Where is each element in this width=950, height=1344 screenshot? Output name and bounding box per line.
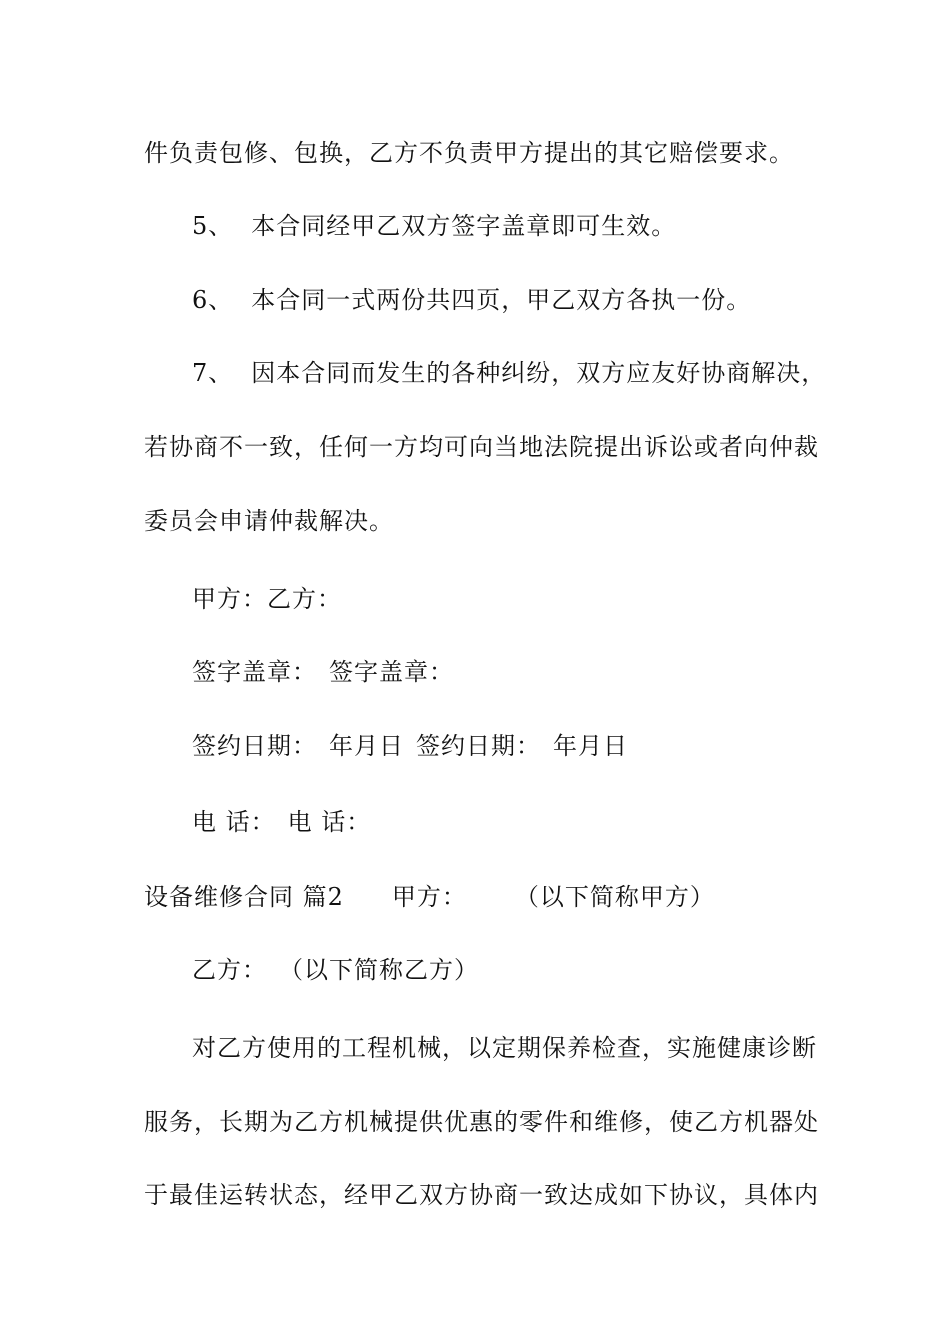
- clause-text: 本合同经甲乙双方签字盖章即可生效。: [251, 212, 677, 240]
- line-text: 若协商不一致，任何一方均可向当地法院提出诉讼或者向仲裁: [144, 433, 819, 461]
- date-label-b: 签约日期：: [416, 732, 541, 760]
- paragraph-line: [144, 1180, 819, 1210]
- phone-row: [192, 807, 371, 837]
- phone-label-b: 电 话：: [287, 808, 372, 836]
- line-text: 服务，长期为乙方机械提供优惠的零件和维修，使乙方机器处: [144, 1108, 819, 1136]
- paragraph-line: [144, 506, 394, 536]
- party-a-note: （以下简称甲方）: [514, 883, 715, 911]
- clause-5: [192, 211, 676, 241]
- clause-number: 7、: [192, 359, 234, 387]
- section-title: 设备维修合同 篇2: [144, 883, 344, 911]
- date-value-b: 年月日: [553, 732, 628, 760]
- clause-number: 6、: [192, 286, 234, 314]
- party-a-label: 甲方：: [391, 883, 467, 911]
- party-b-label: 乙方：: [192, 956, 267, 984]
- party-b-note: （以下简称乙方）: [279, 956, 479, 984]
- clause-text: 因本合同而发生的各种纠纷，双方应友好协商解决，: [251, 359, 827, 387]
- phone-label-a: 电 话：: [192, 808, 276, 836]
- party-labels-text: 甲方：乙方：: [192, 585, 342, 613]
- paragraph-line: [144, 138, 794, 168]
- signature-label-a: 签字盖章：: [192, 658, 317, 686]
- clause-6: [192, 285, 751, 315]
- paragraph-line: [144, 432, 819, 462]
- paragraph-line: [144, 1107, 819, 1137]
- line-text: 于最佳运转状态，经甲乙双方协商一致达成如下协议，具体内: [144, 1181, 819, 1209]
- party-labels: [192, 584, 342, 614]
- paragraph-line: [192, 1033, 817, 1063]
- line-text: 件负责包修、包换，乙方不负责甲方提出的其它赔偿要求。: [144, 139, 794, 167]
- clause-text: 本合同一式两份共四页，甲乙双方各执一份。: [251, 286, 752, 314]
- signature-row: [192, 657, 454, 687]
- section-heading-row: [144, 882, 715, 912]
- party-b-row: [192, 955, 479, 985]
- signing-date-row: [192, 731, 628, 761]
- date-value-a: 年月日: [329, 732, 404, 760]
- clause-number: 5、: [192, 212, 234, 240]
- signature-label-b: 签字盖章：: [329, 658, 454, 686]
- line-text: 对乙方使用的工程机械，以定期保养检查，实施健康诊断: [192, 1034, 817, 1062]
- line-text: 委员会申请仲裁解决。: [144, 507, 394, 535]
- date-label-a: 签约日期：: [192, 732, 317, 760]
- clause-7: [192, 358, 826, 388]
